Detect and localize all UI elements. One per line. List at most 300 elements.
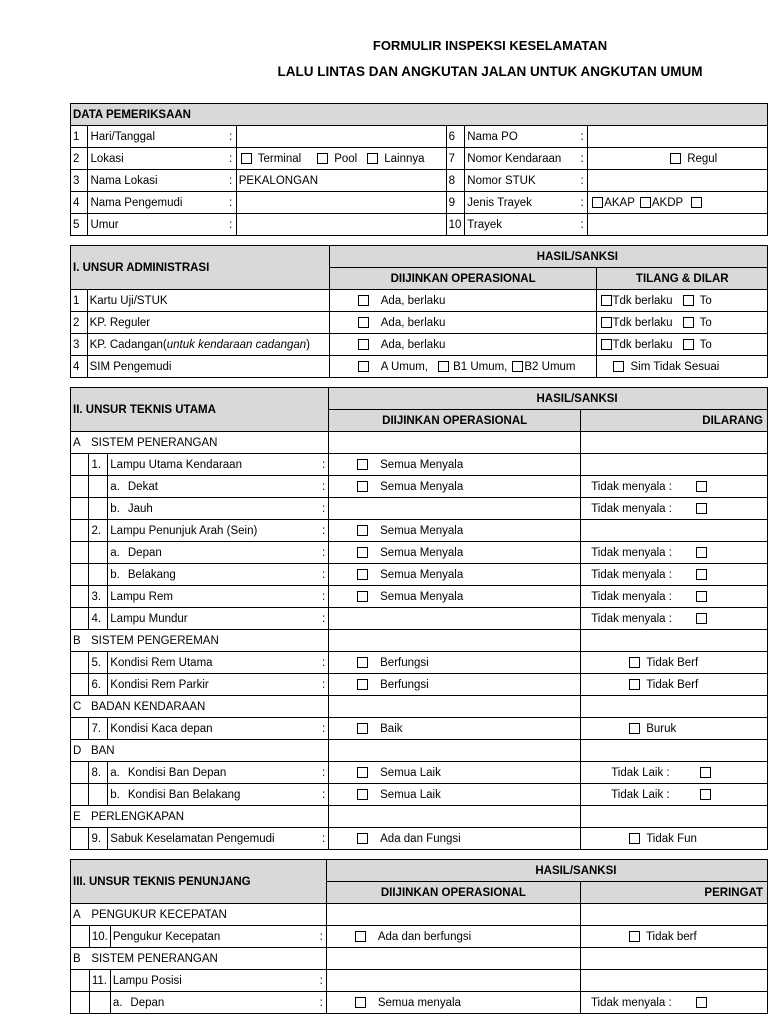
item-number: 5. (89, 652, 108, 674)
label-text: KP. Cadangan( (89, 338, 167, 351)
sim-tidak-sesuai-checkbox[interactable] (613, 361, 624, 372)
indent-cell (71, 652, 89, 674)
colon: : (319, 564, 329, 586)
ok-label: Semua Laik (380, 788, 441, 801)
group-label: PENGUKUR KECEPATAN (89, 904, 326, 926)
indent-cell (71, 970, 90, 992)
bad-label: Tdk berlaku (612, 338, 673, 351)
ok-checkbox[interactable] (355, 997, 366, 1008)
bad-cell (581, 652, 768, 674)
group-letter: E (71, 806, 89, 828)
bad-label: Tidak Berf (646, 656, 699, 669)
bad-label: Tidak menyala : (591, 546, 672, 559)
ok-label: Ada dan berfungsi (377, 930, 472, 943)
bad-cell (581, 630, 768, 652)
section1-col-ok: DIIJINKAN OPERASIONAL (329, 268, 597, 290)
bad-checkbox[interactable] (700, 767, 711, 778)
table-row (71, 992, 768, 1014)
bad-cell (581, 828, 768, 850)
colon: : (317, 926, 327, 948)
umur-input[interactable] (236, 214, 446, 236)
a-umum-label: A Umum, (380, 360, 429, 373)
ok-cell (329, 806, 581, 828)
ok-label: Ada, berlaku (380, 316, 446, 329)
sub-item-label (108, 564, 319, 586)
colon: : (226, 214, 237, 236)
ok-label: Semua Laik (380, 766, 441, 779)
item-number: 1. (89, 454, 108, 476)
item-label: Lampu Mundur (108, 608, 319, 630)
bad-label: Tidak Laik : (611, 766, 670, 779)
bad-label-2: To (699, 338, 712, 351)
section3-col-bad: PERINGAT (580, 882, 767, 904)
bad-checkbox[interactable] (629, 723, 640, 734)
colon: : (577, 170, 588, 192)
bad-checkbox[interactable] (629, 833, 640, 844)
tdk-berlaku-checkbox[interactable] (601, 317, 612, 328)
item-number: 3. (89, 586, 108, 608)
bad-label-2: To (699, 294, 712, 307)
colon: : (319, 718, 329, 740)
bad-checkbox[interactable] (696, 613, 707, 624)
label-italic-text: untuk kendaraan cadangan (166, 338, 307, 351)
sub-item-label (108, 498, 319, 520)
lainnya-checkbox[interactable] (367, 153, 378, 164)
sub-item-label (108, 476, 319, 498)
bad-label: Tidak menyala : (591, 612, 672, 625)
group-row (71, 432, 768, 454)
indent-cell (71, 498, 89, 520)
b2-umum-checkbox[interactable] (512, 361, 523, 372)
ok-label: Semua Menyala (380, 480, 464, 493)
colon: : (319, 520, 329, 542)
ok-checkbox[interactable] (357, 569, 368, 580)
bad-label: Tidak Berf (646, 678, 699, 691)
ok-cell (329, 696, 581, 718)
bad-cell (581, 762, 768, 784)
ok-checkbox[interactable] (357, 657, 368, 668)
indent-cell (71, 564, 89, 586)
bad-cell (581, 608, 768, 630)
row-number: 8 (446, 170, 465, 192)
section2-title: II. UNSUR TEKNIS UTAMA (71, 388, 329, 432)
sub-label: Belakang (127, 568, 176, 581)
colon: : (226, 170, 237, 192)
bad-cell (581, 520, 768, 542)
field-label-jenis-trayek: Jenis Trayek (465, 192, 577, 214)
nomor-stuk-input[interactable] (588, 170, 768, 192)
ok-label: Berfungsi (380, 656, 429, 669)
group-letter: A (71, 904, 90, 926)
field-label-nama-po: Nama PO (465, 126, 577, 148)
ok-label: Ada dan Fungsi (380, 832, 461, 845)
indent-cell (71, 926, 90, 948)
akdp-checkbox[interactable] (640, 197, 651, 208)
section1-title: I. UNSUR ADMINISTRASI (71, 246, 330, 290)
hari-tanggal-input[interactable] (236, 126, 446, 148)
row-number: 3 (71, 170, 88, 192)
field-label-nomor-kendaraan: Nomor Kendaraan (465, 148, 577, 170)
pool-label: Pool (334, 152, 358, 165)
sub-item-label (108, 784, 319, 806)
admin-bad-cell (597, 334, 768, 356)
indent-cell (89, 476, 108, 498)
akap-label: AKAP (604, 196, 635, 209)
ok-checkbox[interactable] (357, 459, 368, 470)
group-letter: C (71, 696, 89, 718)
indent-cell (71, 542, 89, 564)
row-number: 3 (71, 334, 88, 356)
ok-cell (329, 498, 581, 520)
admin-bad-cell (597, 312, 768, 334)
colon: : (577, 126, 588, 148)
ok-cell (326, 926, 580, 948)
item-number: 8. (89, 762, 108, 784)
bad-checkbox[interactable] (629, 679, 640, 690)
admin-ok-cell (329, 290, 597, 312)
colon: : (319, 674, 329, 696)
bad-cell (580, 926, 767, 948)
form-subtitle: LALU LINTAS DAN ANGKUTAN JALAN UNTUK ANGKUTAN UMUM (277, 64, 703, 79)
jenis-trayek-options (588, 192, 768, 214)
label-end-text: ) (306, 338, 311, 351)
bad-cell (581, 586, 768, 608)
ok-cell (329, 762, 581, 784)
ok-checkbox[interactable] (357, 525, 368, 536)
ok-cell (329, 476, 581, 498)
sub-letter: b. (110, 502, 120, 515)
admin-item-label: KP. Reguler (87, 312, 329, 334)
item-label (108, 762, 319, 784)
terminal-checkbox[interactable] (241, 153, 252, 164)
sub-label: Dekat (127, 480, 158, 493)
row-number: 6 (446, 126, 465, 148)
bad-cell (581, 432, 768, 454)
row-number: 7 (446, 148, 465, 170)
sub-letter: a. (112, 996, 123, 1009)
bad-cell (581, 784, 768, 806)
row-number: 4 (71, 192, 88, 214)
item-number: 4. (89, 608, 108, 630)
item-number: 10. (89, 926, 110, 948)
colon: : (319, 586, 329, 608)
ok-cell (326, 948, 580, 970)
pool-checkbox[interactable] (317, 153, 328, 164)
sub-item-label (110, 992, 316, 1014)
bad-cell (581, 740, 768, 762)
admin-bad-cell (597, 356, 768, 378)
ok-label: Ada, berlaku (380, 338, 446, 351)
admin-ok-cell (329, 334, 597, 356)
group-label: PERLENGKAPAN (89, 806, 329, 828)
extra-checkbox[interactable] (683, 317, 694, 328)
bad-label: Tidak menyala : (590, 996, 672, 1009)
section1-col-bad: TILANG & DILAR (597, 268, 768, 290)
ok-cell (329, 630, 581, 652)
colon: : (319, 476, 329, 498)
ok-checkbox[interactable] (357, 547, 368, 558)
nama-pengemudi-input[interactable] (236, 192, 446, 214)
reguler-label: Regul (687, 152, 718, 165)
indent-cell (71, 674, 89, 696)
ok-label: Semua menyala (377, 996, 461, 1009)
section3-title: III. UNSUR TEKNIS PENUNJANG (71, 860, 327, 904)
indent-cell (89, 498, 108, 520)
group-row (71, 948, 768, 970)
ok-label: Semua Menyala (380, 524, 464, 537)
sub-label: Depan (127, 546, 162, 559)
bad-label: Tdk berlaku (612, 294, 673, 307)
sub-label: Jauh (127, 502, 153, 515)
b2-umum-label: B2 Umum (524, 360, 576, 373)
bad-label: Tidak Laik : (611, 788, 670, 801)
table-row (71, 520, 768, 542)
item-label: Lampu Utama Kendaraan (108, 454, 319, 476)
row-number: 5 (71, 214, 88, 236)
row-number: 1 (71, 290, 88, 312)
bad-cell (580, 992, 767, 1014)
extra-checkbox[interactable] (683, 295, 694, 306)
item-label: Pengukur Kecepatan (110, 926, 316, 948)
ada-berlaku-checkbox[interactable] (358, 317, 369, 328)
bad-checkbox[interactable] (629, 931, 640, 942)
field-label-nama-lokasi: Nama Lokasi (88, 170, 226, 192)
item-label: Lampu Posisi (110, 970, 316, 992)
group-letter: A (71, 432, 89, 454)
other-trayek-checkbox[interactable] (691, 197, 702, 208)
reguler-checkbox[interactable] (670, 153, 681, 164)
table-row (71, 498, 768, 520)
bad-cell (581, 806, 768, 828)
bad-checkbox[interactable] (696, 997, 707, 1008)
field-label-trayek: Trayek (465, 214, 577, 236)
section2-col-ok: DIIJINKAN OPERASIONAL (329, 410, 581, 432)
field-label-nama-pengemudi: Nama Pengemudi (88, 192, 226, 214)
colon: : (319, 762, 329, 784)
ok-checkbox[interactable] (355, 931, 366, 942)
bad-checkbox[interactable] (696, 503, 707, 514)
field-label-hari-tanggal: Hari/Tanggal (88, 126, 226, 148)
unsur-teknis-utama-table (70, 387, 768, 850)
ok-label: Ada, berlaku (380, 294, 446, 307)
ok-cell (329, 608, 581, 630)
table-row (71, 542, 768, 564)
lainnya-label: Lainnya (384, 152, 425, 165)
bad-label-2: To (699, 316, 712, 329)
row-number: 2 (71, 312, 88, 334)
group-row (71, 740, 768, 762)
sub-label: Kondisi Ban Belakang (127, 788, 241, 801)
row-number: 2 (71, 148, 88, 170)
group-label: BADAN KENDARAAN (89, 696, 329, 718)
item-label: Lampu Penunjuk Arah (Sein) (108, 520, 319, 542)
item-number: 11. (89, 970, 110, 992)
item-number: 6. (89, 674, 108, 696)
indent-cell (71, 784, 89, 806)
table-row (71, 564, 768, 586)
bad-cell (580, 904, 767, 926)
ok-cell (329, 718, 581, 740)
item-number: 2. (89, 520, 108, 542)
akap-checkbox[interactable] (592, 197, 603, 208)
ok-cell (329, 740, 581, 762)
admin-ok-cell (329, 312, 597, 334)
indent-cell (89, 542, 108, 564)
b1-umum-checkbox[interactable] (438, 361, 449, 372)
group-label: SISTEM PENGEREMAN (89, 630, 329, 652)
bad-label: Tidak Fun (646, 832, 697, 845)
ok-cell (326, 992, 580, 1014)
sim-options-cell (329, 356, 597, 378)
row-number: 9 (446, 192, 465, 214)
row-number: 1 (71, 126, 88, 148)
colon: : (226, 192, 237, 214)
group-letter: D (71, 740, 89, 762)
indent-cell (89, 564, 108, 586)
admin-item-label (87, 334, 329, 356)
colon: : (319, 784, 329, 806)
item-label: Lampu Rem (108, 586, 319, 608)
indent-cell (71, 476, 89, 498)
bad-label: Sim Tidak Sesuai (630, 360, 720, 373)
ok-cell (329, 828, 581, 850)
colon: : (319, 498, 329, 520)
a-umum-checkbox[interactable] (358, 361, 369, 372)
ok-checkbox[interactable] (357, 679, 368, 690)
trayek-input[interactable] (588, 214, 768, 236)
colon: : (577, 214, 588, 236)
table-row (71, 762, 768, 784)
colon: : (319, 608, 329, 630)
colon: : (319, 454, 329, 476)
group-row (71, 630, 768, 652)
bad-checkbox[interactable] (629, 657, 640, 668)
ok-label: Semua Menyala (380, 590, 464, 603)
sub-letter: a. (110, 766, 120, 779)
group-label: SISTEM PENERANGAN (89, 432, 329, 454)
tdk-berlaku-checkbox[interactable] (601, 339, 612, 350)
indent-cell (71, 454, 89, 476)
bad-cell (581, 696, 768, 718)
bad-cell (581, 718, 768, 740)
sub-label: Kondisi Ban Depan (127, 766, 227, 779)
bad-checkbox[interactable] (696, 547, 707, 558)
bad-label: Tidak menyala : (591, 502, 672, 515)
sub-label: Depan (130, 996, 165, 1009)
tdk-berlaku-checkbox[interactable] (601, 295, 612, 306)
terminal-label: Terminal (257, 152, 302, 165)
indent-cell (89, 992, 110, 1014)
ok-checkbox[interactable] (357, 723, 368, 734)
section1-hasil-header: HASIL/SANKSI (329, 246, 767, 268)
section3-hasil-header: HASIL/SANKSI (326, 860, 767, 882)
group-label: BAN (89, 740, 329, 762)
bad-checkbox[interactable] (700, 789, 711, 800)
table-row (71, 586, 768, 608)
unsur-administrasi-table (70, 245, 768, 378)
ok-checkbox[interactable] (357, 767, 368, 778)
section2-col-bad: DILARANG (581, 410, 768, 432)
ok-label: Semua Menyala (380, 458, 464, 471)
bad-cell (581, 542, 768, 564)
colon: : (319, 542, 329, 564)
bad-cell (581, 454, 768, 476)
table-row (71, 718, 768, 740)
table-row (71, 926, 768, 948)
indent-cell (71, 762, 89, 784)
ada-berlaku-checkbox[interactable] (358, 339, 369, 350)
ok-checkbox[interactable] (357, 789, 368, 800)
indent-cell (71, 608, 89, 630)
item-number: 9. (89, 828, 108, 850)
table-row (71, 784, 768, 806)
ok-checkbox[interactable] (357, 833, 368, 844)
group-letter: B (71, 948, 90, 970)
field-label-umur: Umur (88, 214, 226, 236)
group-letter: B (71, 630, 89, 652)
table-row (71, 476, 768, 498)
unsur-teknis-penunjang-table (70, 859, 768, 1014)
ok-cell (329, 432, 581, 454)
sub-item-label (108, 542, 319, 564)
bad-cell (580, 970, 767, 992)
ok-cell (329, 542, 581, 564)
ok-cell (326, 970, 580, 992)
bad-checkbox[interactable] (696, 481, 707, 492)
table-row (71, 674, 768, 696)
bad-cell (581, 476, 768, 498)
indent-cell (71, 586, 89, 608)
indent-cell (71, 992, 90, 1014)
bad-cell (581, 498, 768, 520)
section2-hasil-header: HASIL/SANKSI (329, 388, 768, 410)
ok-cell (329, 784, 581, 806)
ada-berlaku-checkbox[interactable] (358, 295, 369, 306)
bad-cell (580, 948, 767, 970)
field-label-lokasi: Lokasi (88, 148, 226, 170)
nama-po-input[interactable] (588, 126, 768, 148)
group-row (71, 904, 768, 926)
ok-label: Baik (380, 722, 403, 735)
extra-checkbox[interactable] (683, 339, 694, 350)
nama-lokasi-input[interactable]: PEKALONGAN (236, 170, 446, 192)
admin-bad-cell (597, 290, 768, 312)
colon: : (317, 992, 327, 1014)
sub-letter: b. (110, 788, 120, 801)
item-label: Kondisi Rem Utama (108, 652, 319, 674)
ok-checkbox[interactable] (357, 591, 368, 602)
sub-letter: a. (110, 480, 120, 493)
ok-checkbox[interactable] (357, 481, 368, 492)
ok-cell (326, 904, 580, 926)
ok-label: Semua Menyala (380, 568, 464, 581)
row-number: 4 (71, 356, 88, 378)
ok-cell (329, 652, 581, 674)
sub-letter: b. (110, 568, 120, 581)
table-row (71, 828, 768, 850)
bad-label: Tidak menyala : (591, 590, 672, 603)
form-title: FORMULIR INSPEKSI KESELAMATAN (372, 38, 608, 53)
ok-cell (329, 564, 581, 586)
indent-cell (71, 520, 89, 542)
bad-checkbox[interactable] (696, 591, 707, 602)
indent-cell (71, 718, 89, 740)
bad-label: Tidak menyala : (591, 568, 672, 581)
ok-cell (329, 586, 581, 608)
colon: : (226, 126, 237, 148)
bad-label: Tidak berf (645, 930, 697, 943)
bad-checkbox[interactable] (696, 569, 707, 580)
